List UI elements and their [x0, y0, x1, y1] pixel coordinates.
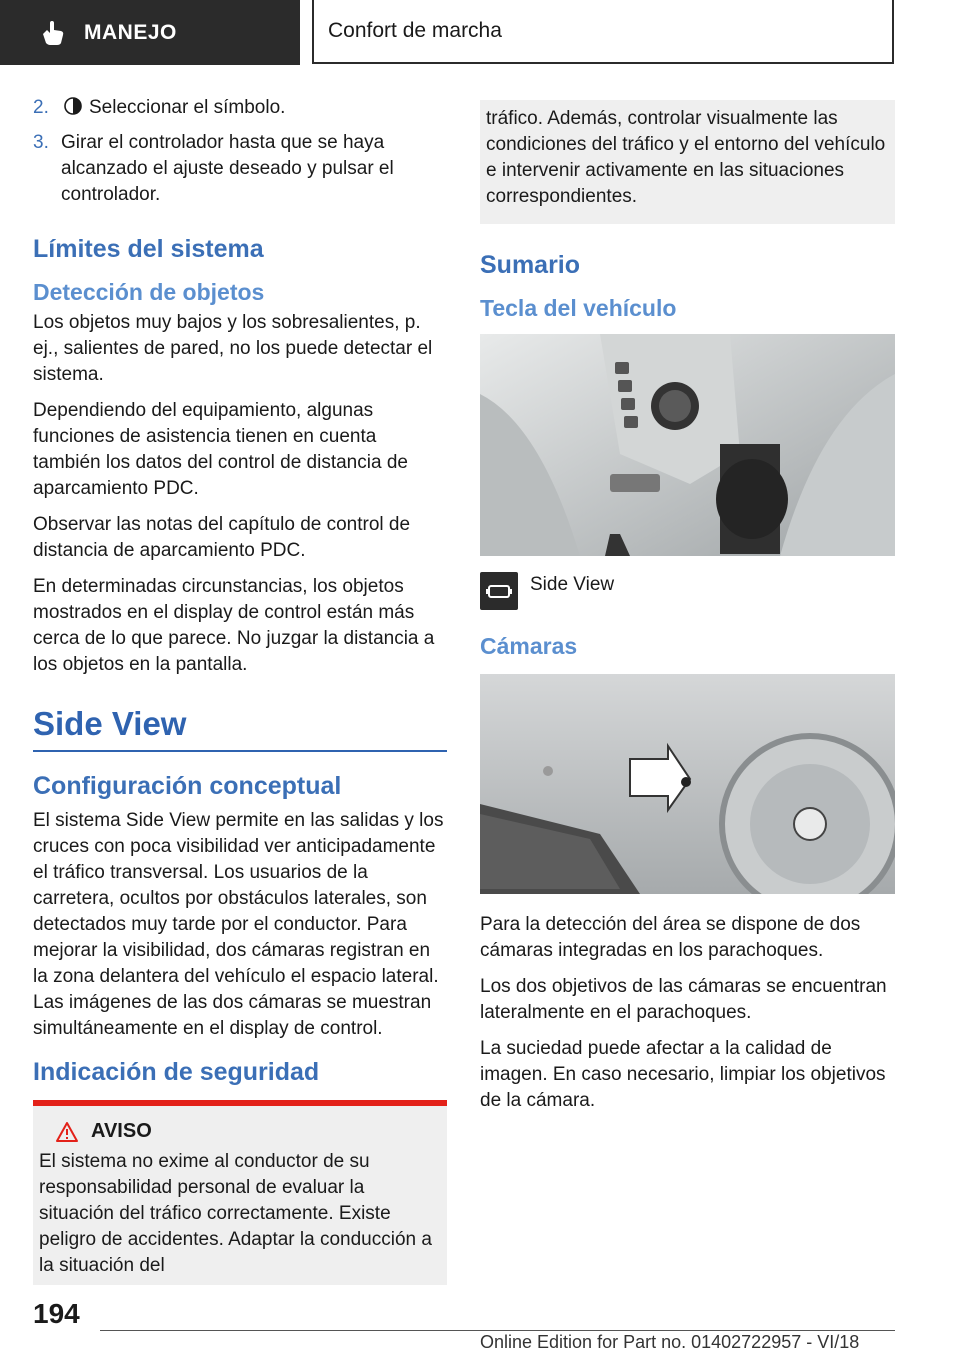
detection-heading: Detección de objetos [33, 279, 265, 305]
warning-triangle-icon [55, 1121, 79, 1143]
warning-box [33, 1106, 447, 1285]
sideview-heading: Side View [33, 705, 187, 742]
hand-icon [32, 13, 72, 53]
page-number: 194 [33, 1298, 80, 1329]
edition-text: Online Edition for Part no. 01402722957 - VI/18 [480, 1332, 860, 1352]
concept-heading: Configuración conceptual [33, 772, 342, 800]
step-2 [33, 95, 447, 124]
paragraph: Los objetos muy bajos y los sobresalientes, p. ej., salientes de pared, no los puede detectar el sistema. [33, 312, 433, 385]
footer-rule [100, 1330, 895, 1331]
section-title: MANEJO [84, 20, 177, 44]
step-number: 2. [33, 97, 49, 118]
button-heading: Tecla del vehículo [480, 295, 677, 321]
step-text: Girar el controlador hasta que se haya alcanzado el ajuste deseado y pulsar el controlador. [61, 132, 394, 205]
limits-heading: Límites del sistema [33, 235, 264, 263]
paragraph: Para la detección del área se dispone de dos cámaras integradas en los parachoques. [480, 914, 861, 961]
warning-text: El sistema no exime al conductor de su responsabilidad personal de evaluar la situación del tráfico correctamente. Existe peligro de accidentes. Adaptar la conducción a la situación del [39, 1151, 432, 1276]
side-view-label: Side View [530, 574, 615, 595]
console-photo [480, 334, 895, 556]
step-text: Seleccionar el símbolo. [89, 97, 286, 118]
summary-heading: Sumario [480, 251, 581, 279]
safety-heading: Indicación de seguridad [33, 1058, 320, 1086]
paragraph: tráfico. Además, controlar visualmente las condiciones del tráfico y el entorno del vehículo e intervenir activamente en las situaciones correspondientes. [486, 108, 886, 207]
left-column [33, 95, 447, 1285]
chapter-header [312, 0, 894, 64]
side-view-icon [480, 572, 518, 610]
warning-title: AVISO [91, 1120, 152, 1142]
cameras-heading: Cámaras [480, 633, 578, 659]
paragraph: El sistema Side View permite en las salidas y los cruces con poca visibilidad ver anticipadamente el tráfico transversal. Los usuarios de la carretera, ocultos por obstáculos laterales, son detectados muy tarde por el conductor. Para mejorar la visibilidad, dos cámaras registran en la zona delantera del vehículo el espacio lateral. Las imágenes de las dos cámaras se muestran simultáneamente en el display de control. [33, 810, 444, 1039]
paragraph: Los dos objetivos de las cámaras se encuentran lateralmente en el parachoques. [480, 976, 887, 1023]
paragraph: Observar las notas del capítulo de control de distancia de aparcamiento PDC. [33, 514, 411, 561]
section-tab [0, 0, 300, 65]
side-view-key-row [480, 572, 895, 610]
step-3 [33, 130, 447, 208]
step-number: 3. [33, 132, 49, 153]
right-column [480, 100, 895, 1124]
camera-photo [480, 674, 895, 894]
paragraph: Dependiendo del equipamiento, algunas funciones de asistencia tienen en cuenta también los datos del control de distancia de aparcamiento PDC. [33, 400, 408, 499]
chapter-title: Confort de marcha [328, 19, 502, 42]
brightness-icon [63, 96, 83, 124]
warning-continuation [480, 100, 895, 224]
paragraph: En determinadas circunstancias, los objetos mostrados en el display de control están más cerca de lo que parece. No juzgar la distancia a los objetos en la pantalla. [33, 576, 435, 675]
paragraph: La suciedad puede afectar a la calidad de imagen. En caso necesario, limpiar los objetivos de la cámara. [480, 1038, 886, 1111]
sideview-heading-wrap [33, 704, 447, 752]
